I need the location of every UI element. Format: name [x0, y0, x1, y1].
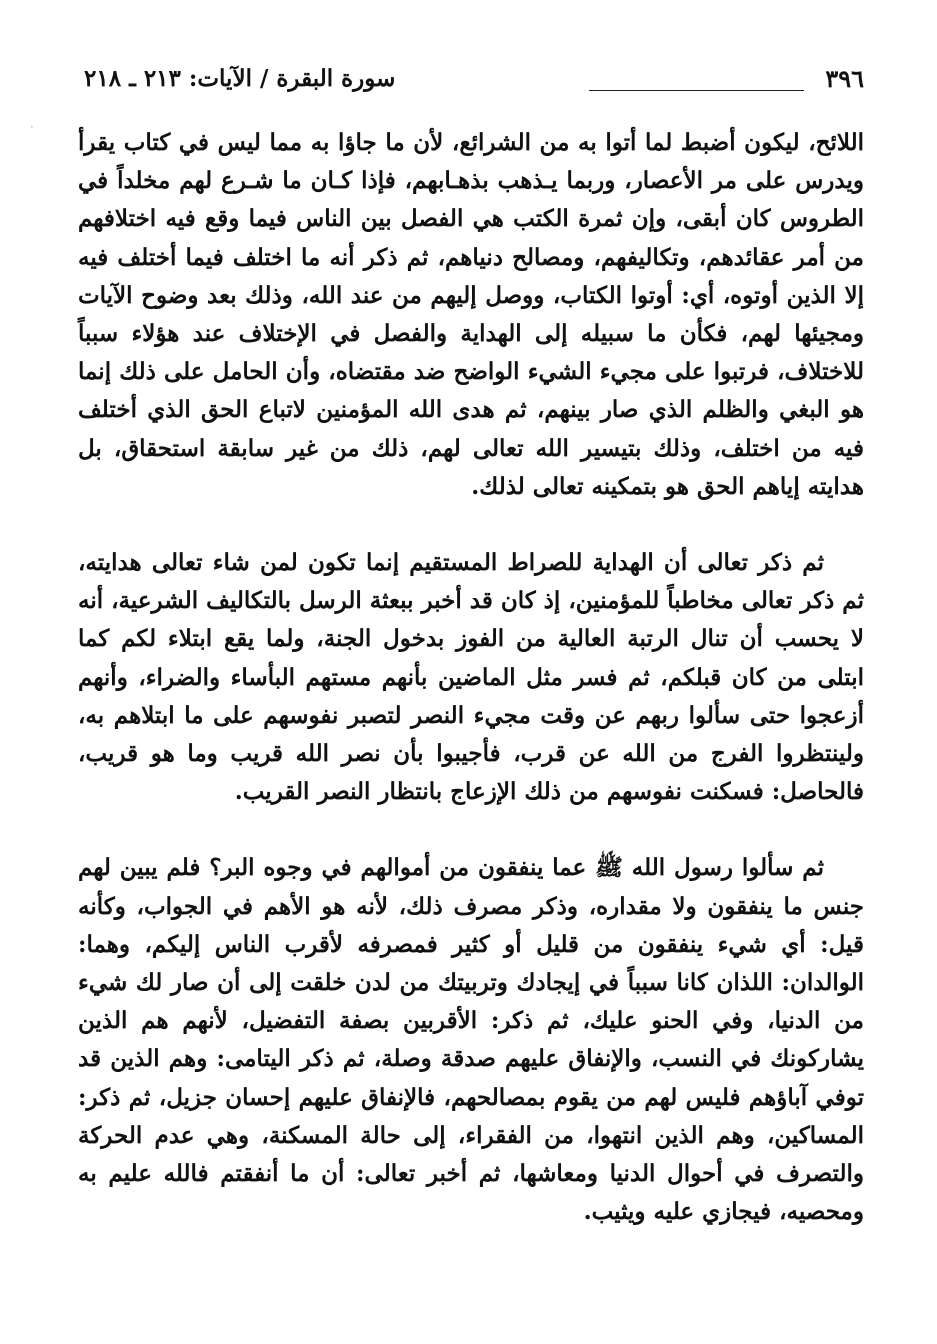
paragraph-1: اللائح، ليكون أضبط لما أتوا به من الشرائع، لأن ما جاؤا به مما ليس في كتاب يقرأ ويدرس على مر الأعصار، وربما يـذهب بذهـابهم، فإذا كـان ما شـرع لهم مخلداً في الطروس كان أبقى، وإن ثمرة الكتب هي الفصل بين الناس فيما وقع فيه اختلافهم من أمر عقائدهم، وتكاليفهم، ومصالح دنياهم، ثم ذكر أنه ما اختلف فيما أختلف فيه إلا الذين أوتوه، أي: أوتوا الكتاب، ووصل إليهم من عند الله، وذلك بعد وضوح الآيات ومجيئها لهم، فكأن ما سبيله إلى الهداية والفصل في الإختلاف عند هؤلاء سبباً للاختلاف، فرتبوا على مجيء الشيء الواضح ضد مقتضاه، وأن الحامل على ذلك إنما هو البغي والظلم الذي صار بينهم، ثم هدى الله المؤمنين لاتباع الحق الذي أختلف فيه من اختلف، وذلك بتيسير الله تعالى لهم، ذلك من غير سابقة استحقاق، بل هدايته إياهم الحق هو بتمكينه تعالى لذلك. [78, 129, 865, 500]
running-title: سورة البقرة / الآيات: ٢١٣ ـ ٢١٨ [84, 65, 396, 92]
header-rule [589, 90, 804, 91]
body-text [78, 124, 864, 1231]
page-header [84, 60, 864, 100]
margin-speck: · [30, 120, 34, 134]
page-number: ٣٩٦ [825, 64, 864, 93]
paragraph-3: ثم سألوا رسول الله ﷺ عما ينفقون من أموالهم في وجوه البر؟ فلم يبين لهم جنس ما ينفقون ولا مقداره، وذكر مصرف ذلك، لأنه هو الأهم في الجواب، وكأنه قيل: أي شيء ينفقون من قليل أو كثير فمصرفه لأقرب الناس إليكم، وهما: الوالدان: اللذان كانا سبباً في إيجادك وتربيتك من لدن خلقت إلى أن صار لك شيء من الدنيا، وفي الحنو عليك، ثم ذكر: الأقربين بصفة التفضيل، لأنهم هم الذين يشاركونك في النسب، والإنفاق عليهم صدقة وصلة، ثم ذكر اليتامى: وهم الذين قد توفي آباؤهم فليس لهم من يقوم بمصالحهم، فالإنفاق عليهم إحسان جزيل، ثم ذكر: المساكين، وهم الذين انتهوا، من الفقراء، إلى حالة المسكنة، وهي عدم الحركة والتصرف في أحوال الدنيا ومعاشها، ثم أخبر تعالى: أن ما أنفقتم فالله عليم به ومحصيه، فيجازي عليه ويثيب. [78, 854, 864, 1226]
paragraph-2: ثم ذكر تعالى أن الهداية للصراط المستقيم إنما تكون لمن شاء تعالى هدايته، ثم ذكر تعالى مخاطباً للمؤمنين، إذ كان قد أخبر ببعثة الرسل بالتكاليف الشرعية، أنه لا يحسب أن تنال الرتبة العالية من الفوز بدخول الجنة، ولما يقع ابتلاء لكم كما ابتلى من كان قبلكم، ثم فسر مثل الماضين بأنهم مستهم البأساء والضراء، وأنهم أزعجوا حتى سألوا ربهم عن وقت مجيء النصر لتصبر نفوسهم على ما ابتلاهم به، ولينتظروا الفرج من الله عن قرب، فأجيبوا بأن نصر الله قريب وما هو قريب، فالحاصل: فسكنت نفوسهم من ذلك الإزعاج بانتظار النصر القريب. [78, 549, 864, 806]
